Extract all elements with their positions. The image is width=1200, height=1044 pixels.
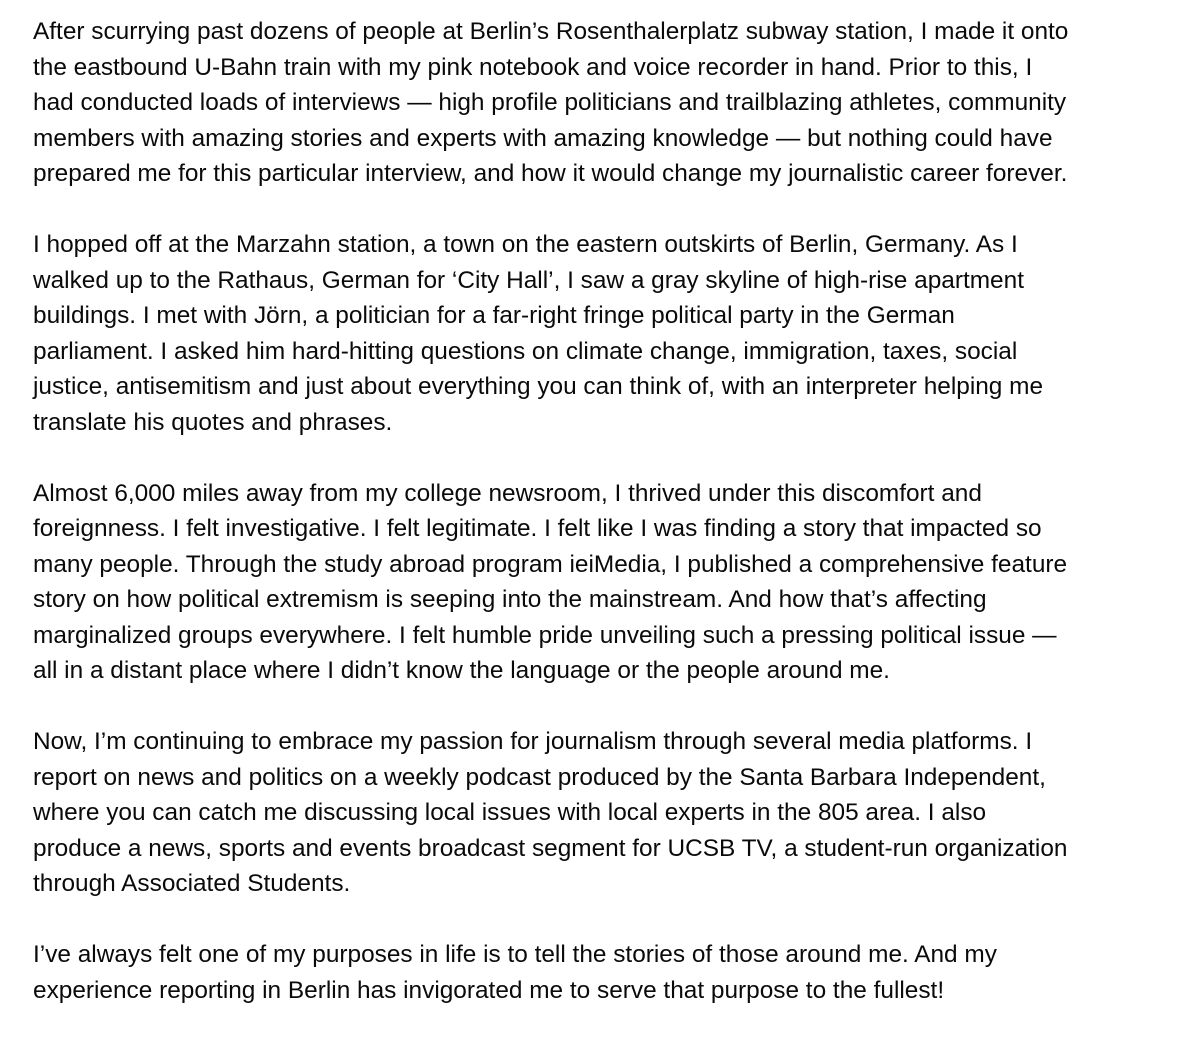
- paragraph-2: [33, 227, 1183, 440]
- paragraph-4: [33, 724, 1183, 902]
- paragraph-line: foreignness. I felt investigative. I felt legitimate. I felt like I was finding a story that impacted so: [33, 515, 1042, 542]
- paragraph-line: all in a distant place where I didn’t know the language or the people around me.: [33, 657, 890, 684]
- paragraph-line: I hopped off at the Marzahn station, a town on the eastern outskirts of Berlin, Germany. As I: [33, 231, 1018, 258]
- paragraph-line: story on how political extremism is seeping into the mainstream. And how that’s affecting: [33, 586, 987, 613]
- paragraph-line: parliament. I asked him hard-hitting questions on climate change, immigration, taxes, social: [33, 337, 1018, 365]
- paragraph-line: prepared me for this particular interview, and how it would change my journalistic career forever.: [33, 160, 1068, 187]
- paragraph-line: Now, I’m continuing to embrace my passion for journalism through several media platforms. I: [33, 728, 1033, 755]
- paragraph-line: experience reporting in Berlin has invigorated me to serve that purpose to the fullest!: [33, 976, 945, 1004]
- paragraph-3: [33, 476, 1183, 689]
- paragraph-line: where you can catch me discussing local issues with local experts in the 805 area. I also: [33, 799, 987, 826]
- paragraph-line: had conducted loads of interviews — high profile politicians and trailblazing athletes, community: [33, 89, 1067, 116]
- paragraph-line: report on news and politics on a weekly podcast produced by the Santa Barbara Independent,: [33, 763, 1046, 791]
- paragraph-line: translate his quotes and phrases.: [33, 408, 393, 436]
- paragraph-line: buildings. I met with Jörn, a politician for a far-right fringe political party in the German: [33, 302, 955, 329]
- paragraph-line: I’ve always felt one of my purposes in life is to tell the stories of those around me. And my: [33, 941, 997, 968]
- paragraph-line: justice, antisemitism and just about everything you can think of, with an interpreter helping me: [33, 373, 1044, 400]
- paragraph-line: produce a news, sports and events broadcast segment for UCSB TV, a student-run organization: [33, 834, 1068, 862]
- paragraph-line: walked up to the Rathaus, German for ‘City Hall’, I saw a gray skyline of high-rise apartment: [33, 266, 1024, 294]
- paragraph-line: Almost 6,000 miles away from my college newsroom, I thrived under this discomfort and: [33, 479, 982, 507]
- paragraph-line: marginalized groups everywhere. I felt humble pride unveiling such a pressing political issue —: [33, 621, 1057, 649]
- paragraph-line: members with amazing stories and experts with amazing knowledge — but nothing could have: [33, 124, 1053, 152]
- paragraph-line: the eastbound U-Bahn train with my pink notebook and voice recorder in hand. Prior to this, I: [33, 53, 1033, 81]
- paragraph-1: [33, 14, 1183, 192]
- paragraph-5: [33, 937, 1183, 1008]
- paragraph-line: many people. Through the study abroad program ieiMedia, I published a comprehensive feature: [33, 550, 1068, 578]
- document-body: [33, 14, 1183, 1044]
- paragraph-line: through Associated Students.: [33, 870, 351, 897]
- paragraph-line: After scurrying past dozens of people at Berlin’s Rosenthalerplatz subway station, I made it onto: [33, 18, 1069, 45]
